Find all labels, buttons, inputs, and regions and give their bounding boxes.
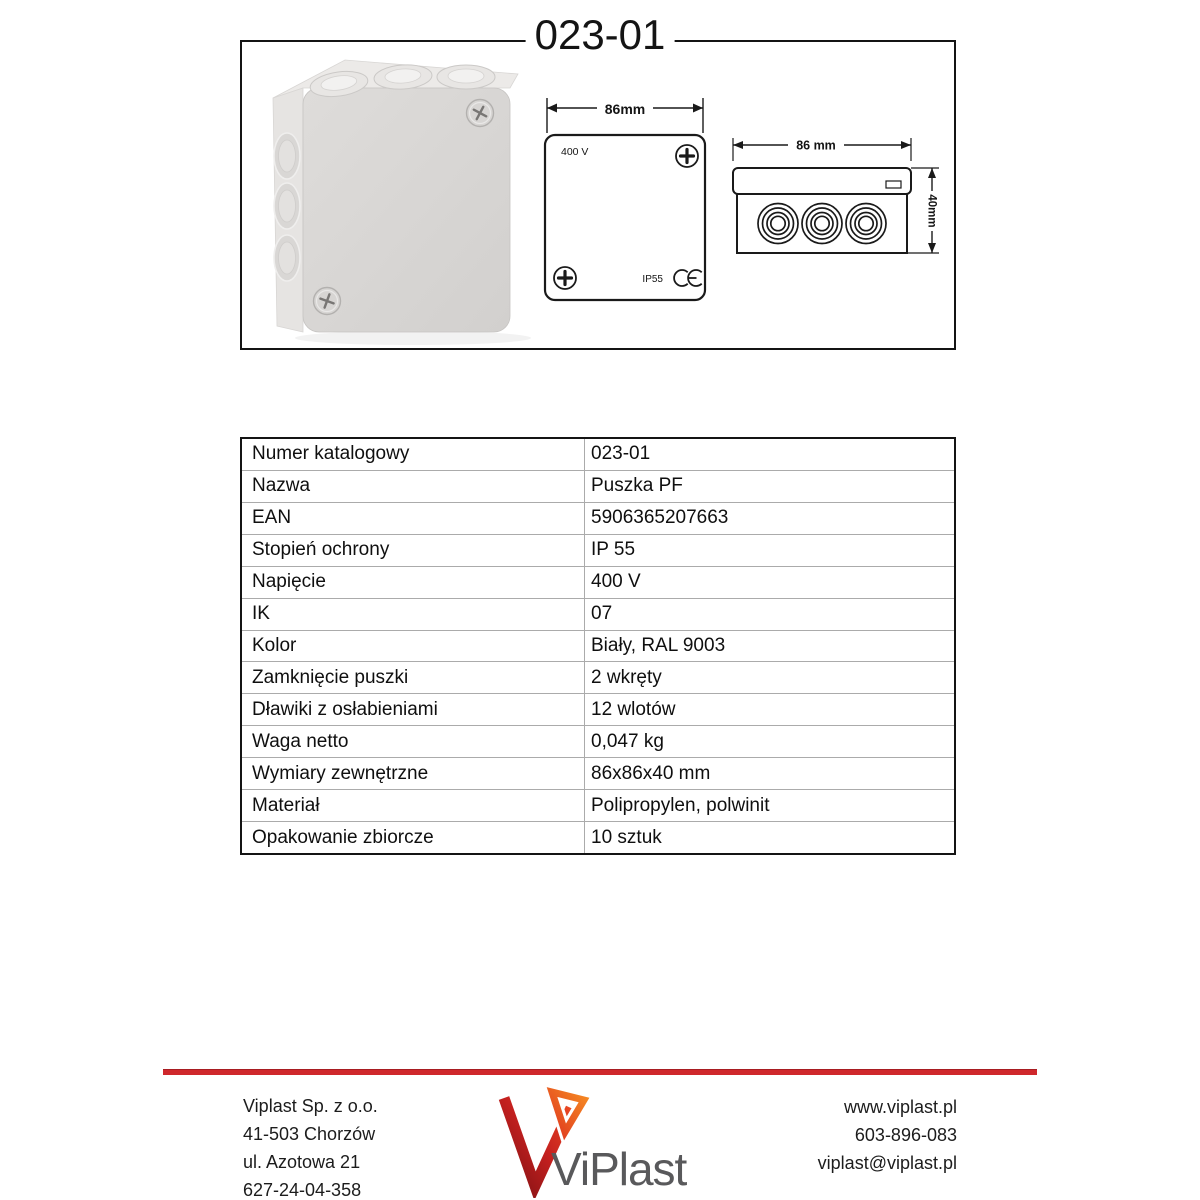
table-row	[242, 599, 954, 631]
company-name: Viplast Sp. z o.o.	[243, 1096, 378, 1116]
viplast-logo-text: ViPlast	[551, 1143, 687, 1195]
spec-label: IK	[242, 599, 585, 630]
spec-value: IP 55	[591, 539, 636, 561]
screw-symbol-icon	[554, 267, 576, 289]
front-width-label: 86mm	[604, 101, 646, 117]
spec-value: 10 sztuk	[591, 826, 662, 848]
spec-value: Biały, RAL 9003	[591, 634, 726, 656]
side-view-drawing	[725, 135, 965, 260]
table-row	[242, 567, 954, 599]
spec-label: Kolor	[242, 631, 585, 662]
footer-accent-rule	[163, 1069, 1037, 1075]
spec-label: Wymiary zewnętrzne	[242, 758, 585, 789]
company-city: 41-503 Chorzów	[243, 1124, 376, 1144]
spec-label: Nazwa	[242, 471, 585, 502]
email-text: viplast@viplast.pl	[817, 1153, 957, 1173]
arrow-right-icon	[693, 104, 703, 113]
spec-value: Polipropylen, polwinit	[591, 794, 770, 816]
table-row	[242, 439, 954, 471]
table-row	[242, 471, 954, 503]
table-row	[242, 726, 954, 758]
screw-symbol-icon	[676, 145, 698, 167]
table-row	[242, 694, 954, 726]
screw-icon	[467, 100, 494, 127]
spec-label: Zamknięcie puszki	[242, 662, 585, 693]
screw-icon	[314, 288, 341, 315]
company-address-block	[243, 1092, 378, 1200]
arrow-down-icon	[928, 243, 936, 253]
spec-label: Opakowanie zbiorcze	[242, 822, 585, 853]
front-view-drawing	[535, 88, 715, 308]
photo-shadow	[295, 331, 531, 345]
page-title: 023-01	[526, 12, 675, 58]
phone-text: 603-896-083	[854, 1125, 957, 1145]
ip-rating-label: IP55	[642, 274, 663, 285]
table-row	[242, 503, 954, 535]
side-depth-label: 40mm	[925, 194, 938, 228]
arrow-left-icon	[547, 104, 557, 113]
spec-label: Materiał	[242, 790, 585, 821]
spec-label: Napięcie	[242, 567, 585, 598]
spec-label: Waga netto	[242, 726, 585, 757]
table-row	[242, 535, 954, 567]
spec-label: Dławiki z osłabieniami	[242, 694, 585, 725]
company-street: ul. Azotowa 21	[243, 1152, 361, 1172]
spec-value: 07	[591, 603, 613, 625]
arrow-left-icon	[733, 141, 743, 149]
arrow-right-icon	[901, 141, 911, 149]
product-photo	[253, 48, 531, 348]
spec-label: EAN	[242, 503, 585, 534]
spec-value: 2 wkręty	[591, 666, 662, 688]
side-width-label: 86 mm	[796, 138, 836, 153]
table-row	[242, 758, 954, 790]
spec-value: 400 V	[591, 571, 641, 593]
spec-value: 12 wlotów	[591, 698, 676, 720]
spec-value: 0,047 kg	[591, 730, 664, 752]
lid-outline	[733, 168, 911, 194]
spec-label: Numer katalogowy	[242, 439, 585, 470]
voltage-label: 400 V	[561, 146, 589, 158]
spec-value: 5906365207663	[591, 507, 729, 529]
website-text: www.viplast.pl	[843, 1097, 957, 1117]
contact-block	[818, 1093, 957, 1177]
company-phone: 627-24-04-358	[243, 1180, 362, 1200]
spec-label: Stopień ochrony	[242, 535, 585, 566]
spec-table	[240, 437, 956, 855]
spec-value: 86x86x40 mm	[591, 762, 711, 784]
table-row	[242, 790, 954, 822]
table-row	[242, 662, 954, 694]
table-row	[242, 631, 954, 663]
lid-clip-detail	[886, 181, 901, 188]
table-row	[242, 822, 954, 853]
spec-value: Puszka PF	[591, 475, 683, 497]
spec-value: 023-01	[591, 443, 651, 465]
arrow-up-icon	[928, 168, 936, 178]
side-knockouts	[274, 133, 300, 281]
